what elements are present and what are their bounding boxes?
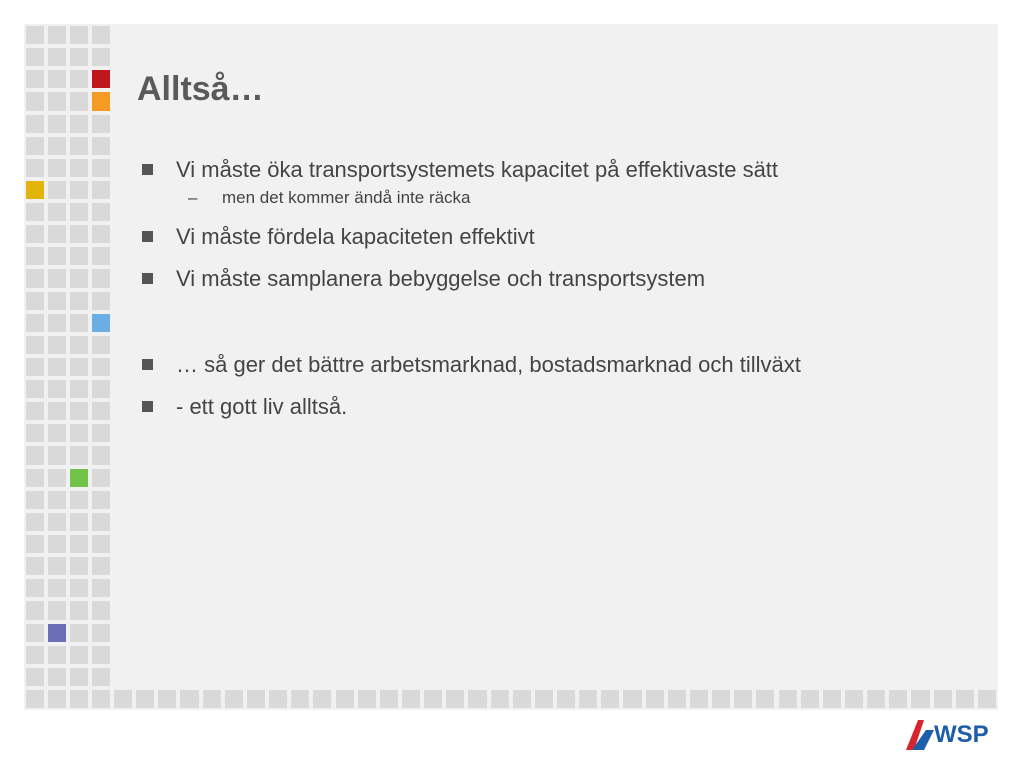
grid-cell [90, 444, 112, 466]
grid-cell [24, 334, 46, 356]
grid-cell [46, 135, 68, 157]
grid-cell [90, 644, 112, 666]
grid-cell [466, 688, 488, 710]
bullet-item [140, 393, 860, 420]
grid-cell [90, 467, 112, 489]
grid-cell [134, 688, 156, 710]
grid-cell [46, 644, 68, 666]
grid-cell [24, 599, 46, 621]
grid-cell [46, 290, 68, 312]
grid-cell [68, 467, 90, 489]
grid-cell [90, 555, 112, 577]
grid-cell [932, 688, 954, 710]
grid-cell [90, 599, 112, 621]
grid-cell [24, 444, 46, 466]
grid-cell [68, 511, 90, 533]
grid-cell [46, 356, 68, 378]
grid-cell [24, 555, 46, 577]
grid-cell [90, 666, 112, 688]
grid-cell [112, 688, 134, 710]
grid-cell [68, 46, 90, 68]
grid-cell [46, 223, 68, 245]
grid-cell [90, 622, 112, 644]
grid-cell [621, 688, 643, 710]
grid-cell [90, 422, 112, 444]
grid-cell [90, 46, 112, 68]
grid-cell [46, 577, 68, 599]
grid-cell [90, 267, 112, 289]
grid-cell [46, 688, 68, 710]
grid-cell [24, 511, 46, 533]
grid-cell [90, 290, 112, 312]
grid-cell [865, 688, 887, 710]
grid-cell [533, 688, 555, 710]
grid-cell [887, 688, 909, 710]
grid-cell [489, 688, 511, 710]
grid-cell [223, 688, 245, 710]
grid-cell [90, 201, 112, 223]
grid-cell [90, 577, 112, 599]
grid-cell [46, 467, 68, 489]
grid-cell [46, 90, 68, 112]
grid-cell [46, 378, 68, 400]
dash-bullet-marker: – [188, 188, 198, 207]
grid-cell [422, 688, 444, 710]
grid-cell [24, 157, 46, 179]
grid-cell [68, 201, 90, 223]
grid-cell [444, 688, 466, 710]
square-bullet-icon [142, 164, 153, 175]
grid-cell [732, 688, 754, 710]
grid-cell [68, 644, 90, 666]
grid-cell [68, 356, 90, 378]
grid-cell [46, 201, 68, 223]
grid-cell [178, 688, 200, 710]
grid-cell [46, 267, 68, 289]
grid-cell [68, 489, 90, 511]
bullet-text: - ett gott liv alltså. [176, 394, 348, 419]
grid-cell [46, 24, 68, 46]
grid-cell [90, 179, 112, 201]
grid-cell [46, 666, 68, 688]
bullet-list [140, 156, 860, 435]
grid-cell [267, 688, 289, 710]
grid-cell [68, 223, 90, 245]
grid-cell [909, 688, 931, 710]
grid-cell [46, 179, 68, 201]
grid-cell [68, 267, 90, 289]
grid-cell [289, 688, 311, 710]
grid-cell [24, 68, 46, 90]
grid-cell [245, 688, 267, 710]
grid-cell [24, 312, 46, 334]
grid-cell [68, 135, 90, 157]
grid-cell [511, 688, 533, 710]
logo-text: WSP [934, 721, 989, 748]
grid-cell [46, 555, 68, 577]
grid-cell [90, 245, 112, 267]
grid-cell [24, 46, 46, 68]
grid-cell [24, 577, 46, 599]
grid-cell [46, 533, 68, 555]
grid-cell [68, 245, 90, 267]
grid-cell [46, 245, 68, 267]
grid-cell [68, 290, 90, 312]
grid-cell [90, 378, 112, 400]
grid-cell [24, 135, 46, 157]
bullet-text: Vi måste samplanera bebyggelse och transportsystem [176, 266, 706, 291]
grid-cell [68, 113, 90, 135]
grid-cell [24, 533, 46, 555]
square-bullet-icon [142, 401, 153, 412]
square-bullet-icon [142, 273, 153, 284]
grid-cell [577, 688, 599, 710]
grid-cell [68, 400, 90, 422]
bullet-item [140, 351, 860, 378]
grid-cell [68, 444, 90, 466]
grid-cell [378, 688, 400, 710]
grid-cell [90, 223, 112, 245]
wsp-logo [904, 716, 1000, 752]
grid-cell [68, 599, 90, 621]
sub-bullet-text: men det kommer ändå inte räcka [222, 188, 471, 207]
grid-cell [90, 356, 112, 378]
grid-cell [90, 312, 112, 334]
grid-cell [24, 24, 46, 46]
grid-cell [201, 688, 223, 710]
grid-cell [555, 688, 577, 710]
grid-cell [90, 157, 112, 179]
grid-cell [90, 334, 112, 356]
grid-cell [90, 68, 112, 90]
bullet-item [140, 156, 860, 183]
grid-cell [24, 622, 46, 644]
grid-cell [68, 179, 90, 201]
grid-cell [46, 312, 68, 334]
grid-cell [754, 688, 776, 710]
grid-cell [24, 688, 46, 710]
bullet-spacer [140, 307, 860, 351]
grid-cell [46, 157, 68, 179]
grid-cell [90, 400, 112, 422]
grid-cell [954, 688, 976, 710]
grid-cell [156, 688, 178, 710]
grid-cell [68, 24, 90, 46]
grid-cell [46, 444, 68, 466]
grid-cell [843, 688, 865, 710]
grid-cell [46, 489, 68, 511]
grid-cell [68, 688, 90, 710]
decorative-grid-left [24, 24, 112, 710]
grid-cell [46, 422, 68, 444]
grid-cell [68, 378, 90, 400]
grid-cell [68, 555, 90, 577]
grid-cell [777, 688, 799, 710]
grid-cell [90, 688, 112, 710]
grid-cell [68, 533, 90, 555]
grid-cell [24, 290, 46, 312]
grid-cell [821, 688, 843, 710]
grid-cell [46, 334, 68, 356]
grid-cell [24, 422, 46, 444]
bullet-text: … så ger det bättre arbetsmarknad, bostadsmarknad och tillväxt [176, 352, 801, 377]
grid-cell [46, 46, 68, 68]
grid-cell [46, 400, 68, 422]
grid-cell [24, 223, 46, 245]
grid-cell [90, 24, 112, 46]
grid-cell [68, 422, 90, 444]
grid-cell [24, 489, 46, 511]
grid-cell [90, 113, 112, 135]
grid-cell [46, 622, 68, 644]
grid-cell [90, 90, 112, 112]
bullet-item [140, 223, 860, 250]
grid-cell [24, 356, 46, 378]
grid-cell [68, 622, 90, 644]
grid-cell [24, 179, 46, 201]
grid-cell [24, 113, 46, 135]
grid-cell [356, 688, 378, 710]
bullet-item [140, 265, 860, 292]
grid-cell [666, 688, 688, 710]
grid-cell [799, 688, 821, 710]
grid-cell [24, 267, 46, 289]
decorative-grid-bottom [112, 688, 998, 710]
grid-cell [24, 400, 46, 422]
grid-cell [90, 533, 112, 555]
grid-cell [976, 688, 998, 710]
grid-cell [644, 688, 666, 710]
grid-cell [68, 68, 90, 90]
square-bullet-icon [142, 231, 153, 242]
grid-cell [46, 68, 68, 90]
grid-cell [68, 577, 90, 599]
bullet-text: Vi måste fördela kapaciteten effektivt [176, 224, 535, 249]
grid-cell [90, 489, 112, 511]
grid-cell [46, 599, 68, 621]
sub-bullet-item [140, 187, 860, 209]
square-bullet-icon [142, 359, 153, 370]
bullet-text: Vi måste öka transportsystemets kapacitet på effektivaste sätt [176, 157, 779, 182]
grid-cell [400, 688, 422, 710]
grid-cell [710, 688, 732, 710]
grid-cell [46, 511, 68, 533]
grid-cell [24, 467, 46, 489]
grid-cell [311, 688, 333, 710]
grid-cell [24, 245, 46, 267]
grid-cell [90, 135, 112, 157]
grid-cell [90, 511, 112, 533]
grid-cell [46, 113, 68, 135]
grid-cell [334, 688, 356, 710]
grid-cell [68, 157, 90, 179]
grid-cell [24, 644, 46, 666]
grid-cell [688, 688, 710, 710]
grid-cell [24, 201, 46, 223]
slide-title: Alltså… [137, 70, 264, 108]
grid-cell [68, 90, 90, 112]
grid-cell [68, 312, 90, 334]
grid-cell [68, 334, 90, 356]
grid-cell [68, 666, 90, 688]
grid-cell [24, 90, 46, 112]
grid-cell [599, 688, 621, 710]
grid-cell [24, 666, 46, 688]
grid-cell [24, 378, 46, 400]
